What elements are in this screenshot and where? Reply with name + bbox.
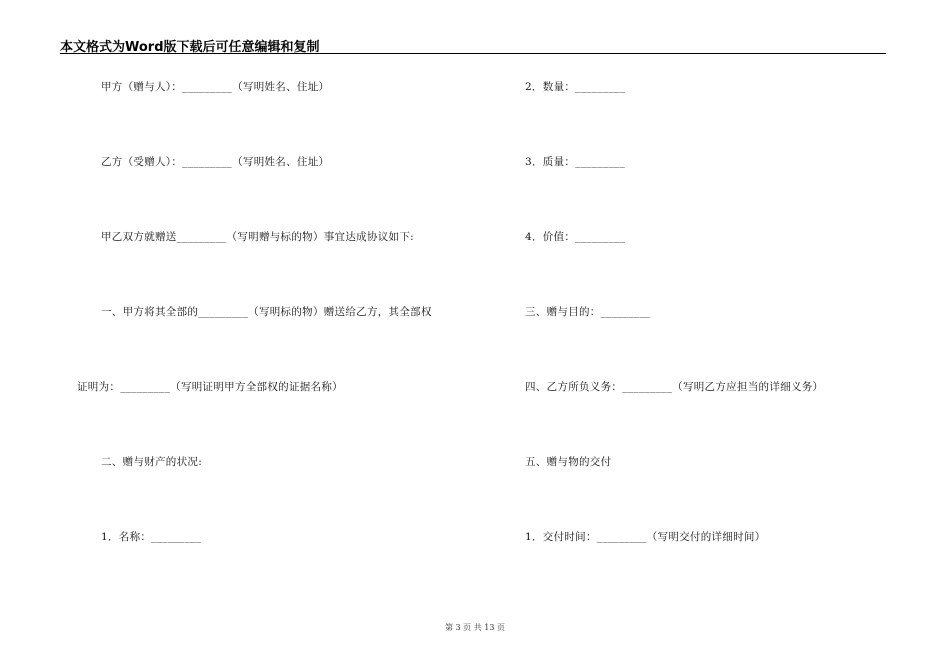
item-name: 1．名称：_________ [101, 531, 202, 543]
clause-three: 三、赠与目的：_________ [525, 306, 651, 318]
item-quality: 3．质量：_________ [525, 156, 626, 168]
delivery-time: 1．交付时间：_________（写明交付的详细时间） [525, 531, 766, 543]
donor-line: 甲方（赠与人）：_________（写明姓名、住址） [101, 81, 330, 93]
header-divider [60, 53, 886, 54]
donee-line: 乙方（受赠人）：_________（写明姓名、住址） [101, 156, 330, 168]
clause-five-heading: 五、赠与物的交付 [525, 456, 612, 468]
clause-four: 四、乙方所负义务：_________（写明乙方应担当的详细义务） [525, 381, 824, 393]
page-number: 第 3 页 共 13 页 [445, 623, 505, 632]
agreement-intro: 甲乙双方就赠送_________（写明赠与标的物）事宜达成协议如下: [101, 231, 414, 243]
clause-one: 一、甲方将其全部的_________（写明标的物）赠送给乙方，其全部权 [101, 306, 432, 318]
clause-one-continued: 证明为：_________（写明证明甲方全部权的证据名称） [77, 381, 343, 393]
item-value: 4．价值：_________ [525, 231, 626, 243]
item-quantity: 2．数量：_________ [525, 81, 626, 93]
clause-two-heading: 二、赠与财产的状况: [101, 456, 203, 468]
header-title: 本文格式为Word版下载后可任意编辑和复制 [60, 40, 320, 55]
